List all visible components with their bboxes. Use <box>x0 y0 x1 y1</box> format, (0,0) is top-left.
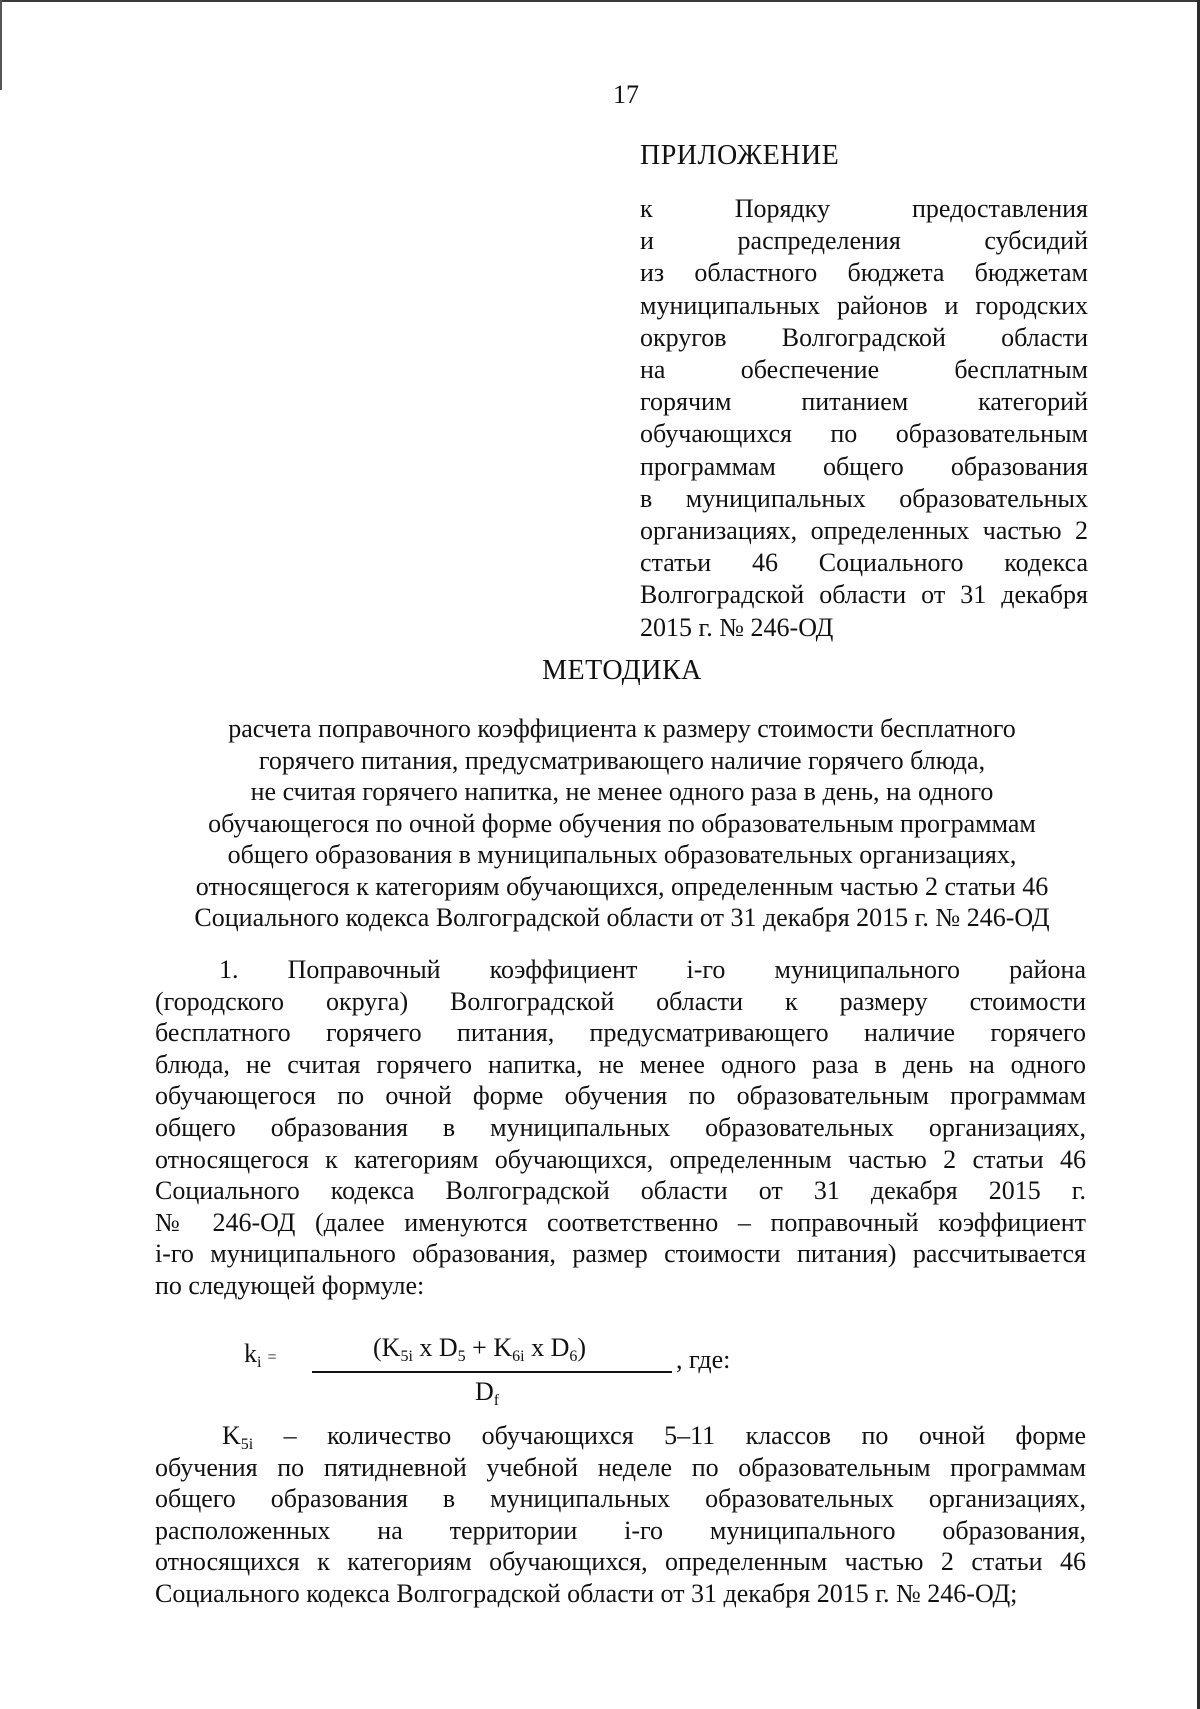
formula-num-sub: 5 <box>457 1348 466 1365</box>
paragraph-line: относящегося к категориям обучающихся, определенным частью 2 статьи 46 <box>155 1144 1086 1174</box>
paragraph-line: блюда, не считая горячего напитка, не менее одного раза в день на одного <box>155 1049 1086 1079</box>
definition-text: – количество обучающихся 5–11 классов по очной форме <box>253 1421 1086 1450</box>
appendix-line: организациях, определенных частью 2 <box>640 516 1088 546</box>
paragraph-line: i-го муниципального образования, размер стоимости питания) рассчитывается <box>155 1239 1086 1269</box>
paragraph-line: обучения по пятидневной учебной неделе по образовательным программам <box>155 1452 1086 1482</box>
methodology-title: МЕТОДИКА <box>542 655 702 686</box>
subtitle-line: Социального кодекса Волгоградской области от 31 декабря 2015 г. № 246-ОД <box>194 903 1050 932</box>
appendix-line: обучающихся по образовательным <box>640 419 1088 449</box>
paragraph-2 <box>155 1420 1086 1610</box>
appendix-line: к Порядку предоставления <box>640 194 1088 223</box>
paragraph-1 <box>155 954 1086 1302</box>
subtitle-line: относящегося к категориям обучающихся, определенным частью 2 статьи 46 <box>195 871 1049 901</box>
formula-equals: = <box>267 1349 277 1366</box>
definition-subscript: 5i <box>240 1436 254 1453</box>
appendix-line: из областного бюджета бюджетам <box>640 258 1088 288</box>
formula-denominator <box>475 1377 499 1407</box>
formula-num-part: + K <box>465 1333 513 1362</box>
paragraph-line: Социального кодекса Волгоградской области от 31 декабря 2015 г. <box>155 1176 1086 1206</box>
paragraph-line: расположенных на территории i-го муниципального образования, <box>155 1515 1086 1545</box>
paragraph-line: общего образования в муниципальных образовательных организациях, <box>155 1112 1086 1142</box>
paragraph-line: обучающегося по очной форме обучения по образовательным программам <box>155 1081 1086 1111</box>
appendix-title: ПРИЛОЖЕНИЕ <box>640 140 840 171</box>
formula-where: , где: <box>676 1345 731 1374</box>
formula-den-symbol: D <box>475 1377 494 1406</box>
paragraph-line: бесплатного горячего питания, предусматривающего наличие горячего <box>155 1018 1086 1048</box>
formula-lhs <box>244 1339 276 1369</box>
appendix-line: 2015 г. № 246-ОД <box>640 612 834 642</box>
formula-den-sub: f <box>493 1392 500 1409</box>
methodology-subtitle <box>150 713 1094 934</box>
appendix-line: на обеспечение бесплатным <box>640 355 1088 385</box>
formula-num-sub: 6i <box>512 1348 525 1365</box>
definition-symbol: K <box>222 1421 241 1450</box>
paragraph-line <box>155 1420 1086 1452</box>
appendix-body <box>640 193 1088 644</box>
formula-num-part: ) <box>577 1333 587 1362</box>
formula-num-part: x D <box>524 1333 570 1362</box>
subtitle-line: общего образования в муниципальных образовательных организациях, <box>227 840 1017 869</box>
appendix-line: Волгоградской области от 31 декабря <box>640 580 1088 610</box>
formula-lhs-subscript: i <box>257 1354 262 1371</box>
formula-num-sub: 5i <box>400 1348 413 1365</box>
formula-num-part: (K <box>373 1333 401 1362</box>
paragraph-line: Социального кодекса Волгоградской области от 31 декабря 2015 г. № 246-ОД; <box>155 1578 1018 1608</box>
scan-edge-left <box>0 0 2 90</box>
appendix-line: и распределения субсидий <box>640 226 1088 256</box>
appendix-line: в муниципальных образовательных <box>640 483 1088 513</box>
subtitle-line: не считая горячего напитка, не менее одного раза в день, на одного <box>250 777 994 806</box>
paragraph-line: № 246-ОД (далее именуются соответственно – поправочный коэффициент <box>155 1207 1086 1237</box>
formula <box>240 1325 840 1409</box>
paragraph-line: 1. Поправочный коэффициент i-го муниципального района <box>219 955 1086 984</box>
scan-edge-top <box>0 0 1200 2</box>
subtitle-line: горячего питания, предусматривающего наличие горячего блюда, <box>258 745 986 775</box>
page-number: 17 <box>613 80 639 109</box>
paragraph-line: по следующей формуле: <box>155 1270 425 1300</box>
formula-lhs-symbol: k <box>244 1339 257 1368</box>
paragraph-line: общего образования в муниципальных образовательных организациях, <box>155 1484 1086 1514</box>
appendix-line: статьи 46 Социального кодекса <box>640 548 1088 578</box>
subtitle-line: расчета поправочного коэффициента к размеру стоимости бесплатного <box>228 714 1016 743</box>
appendix-line: программам общего образования <box>640 451 1088 481</box>
fraction-bar <box>312 1371 672 1373</box>
formula-num-part: x D <box>412 1333 458 1362</box>
appendix-line: муниципальных районов и городских <box>640 290 1088 320</box>
appendix-line: горячим питанием категорий <box>640 387 1088 417</box>
appendix-line: округов Волгоградской области <box>640 322 1088 352</box>
paragraph-line: (городского округа) Волгоградской области к размеру стоимости <box>155 986 1086 1016</box>
formula-numerator <box>373 1333 586 1363</box>
subtitle-line: обучающегося по очной форме обучения по образовательным программам <box>208 808 1036 838</box>
formula-num-sub: 6 <box>569 1348 578 1365</box>
paragraph-line: относящихся к категориям обучающихся, определенным частью 2 статьи 46 <box>155 1547 1086 1577</box>
